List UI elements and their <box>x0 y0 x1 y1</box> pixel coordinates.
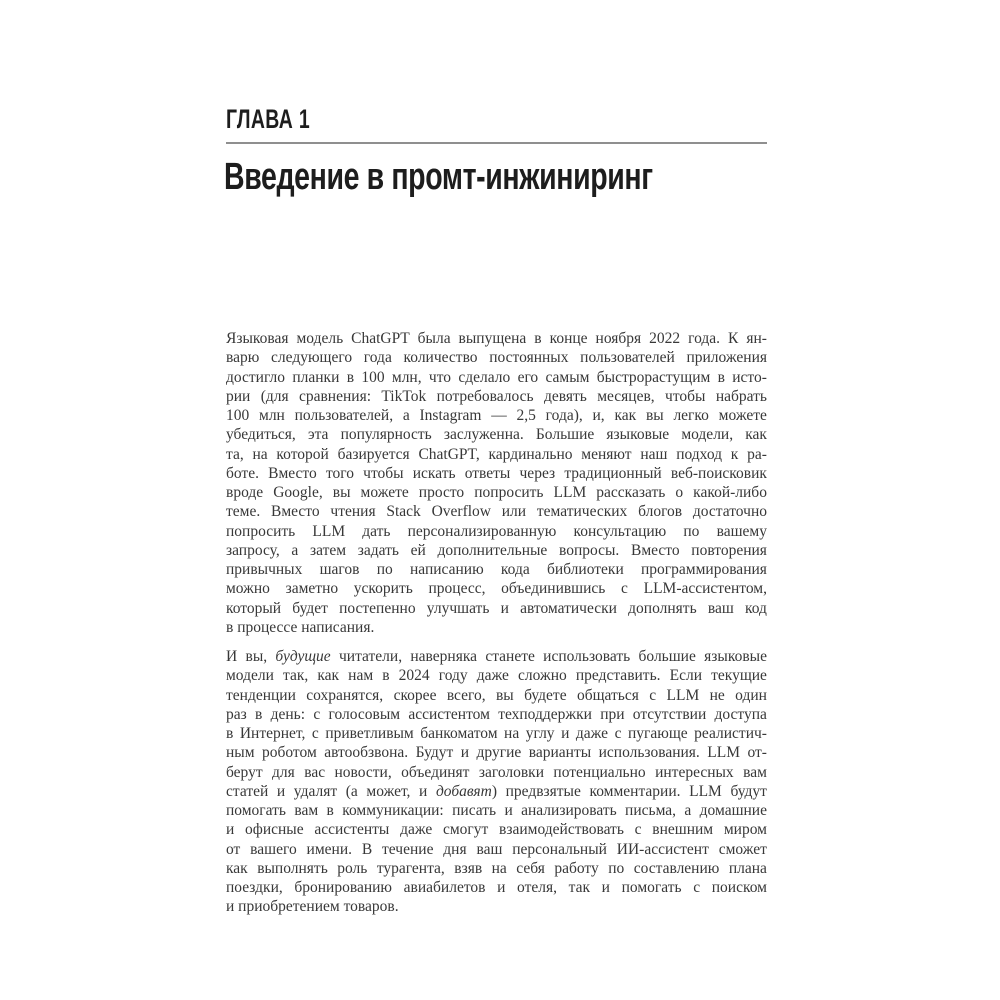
text-line: от вашего имени. В течение дня ваш персональный ИИ-ассистент сможет <box>226 840 767 858</box>
text-line: Языковая модель ChatGPT была выпущена в конце ноября 2022 года. К ян- <box>226 330 767 347</box>
text-line: в процессе написания. <box>226 618 375 636</box>
text-line: статей и удалят (а может, и добавят) предвзятые комментарии. LLM будут <box>226 782 767 800</box>
body-text <box>226 329 767 917</box>
text-line: можно заметно ускорить процесс, объединившись с LLM-ассистентом, <box>226 580 767 598</box>
chapter-label: ГЛАВА 1 <box>226 104 311 134</box>
text-line: теме. Вместо чтения Stack Overflow или тематических блогов достаточно <box>226 503 767 521</box>
paragraph-intro-chatgpt <box>226 329 767 637</box>
text-line: как выполнять роль турагента, взяв на себя работу по составлению плана <box>226 859 767 877</box>
text-line: который будет постепенно улучшать и автоматически дополнять ваш код <box>226 599 767 617</box>
text-line: та, на которой базируется ChatGPT, кардинально меняют наш подход к ра- <box>226 445 767 463</box>
text-line: вроде Google, вы можете просто попросить LLM рассказать о какой-либо <box>226 484 767 501</box>
paragraph-future-readers <box>226 647 767 917</box>
text-line: берут для вас новости, объединят заголовки потенциально интересных вам <box>226 763 767 781</box>
text-line: запросу, а затем задать ей дополнительные вопросы. Вместо повторения <box>226 541 767 559</box>
text-line: попросить LLM дать персонализированную консультацию по вашему <box>226 522 767 540</box>
text-line: рии (для сравнения: TikTok потребовалось девять месяцев, чтобы набрать <box>226 387 767 405</box>
text-line: и офисные ассистенты даже смогут взаимодействовать с внешним миром <box>226 821 767 839</box>
text-line: 100 млн пользователей, а Instagram — 2,5 года), и, как вы легко можете <box>226 407 767 424</box>
text-line: варю следующего года количество постоянных пользователей приложения <box>226 349 767 367</box>
text-line: ным роботом автообзвона. Будут и другие варианты использования. LLM от- <box>226 744 767 762</box>
text-line: раз в день: с голосовым ассистентом техподдержки при отсутствии доступа <box>226 705 767 723</box>
text-line: поездки, бронированию авиабилетов и отеля, так и помогать с поиском <box>226 879 767 896</box>
header-rule <box>226 142 767 144</box>
text-line: тенденции сохранятся, скорее всего, вы будете общаться с LLM не один <box>226 686 767 704</box>
text-line: достигло планки в 100 млн, что сделало его самым быстрорастущим в исто- <box>226 368 767 386</box>
text-line: И вы, будущие читатели, наверняка станете использовать большие языковые <box>226 648 767 665</box>
text-line: убедиться, эта популярность заслуженна. Большие языковые модели, как <box>226 426 767 444</box>
text-line: в Интернет, с приветливым банкоматом на углу и даже с пугающе реалистич- <box>226 725 767 742</box>
text-line: привычных шагов по написанию кода библиотеки программирования <box>226 561 767 578</box>
text-line: модели так, как нам в 2024 году даже сложно представить. Если текущие <box>226 667 767 685</box>
text-line: помогать вам в коммуникации: писать и анализировать письма, а домашние <box>226 802 767 819</box>
chapter-title: Введение в промт-инжиниринг <box>224 156 653 198</box>
text-line: и приобретением товаров. <box>226 898 399 916</box>
text-line: боте. Вместо того чтобы искать ответы через традиционный веб-поисковик <box>226 464 767 482</box>
